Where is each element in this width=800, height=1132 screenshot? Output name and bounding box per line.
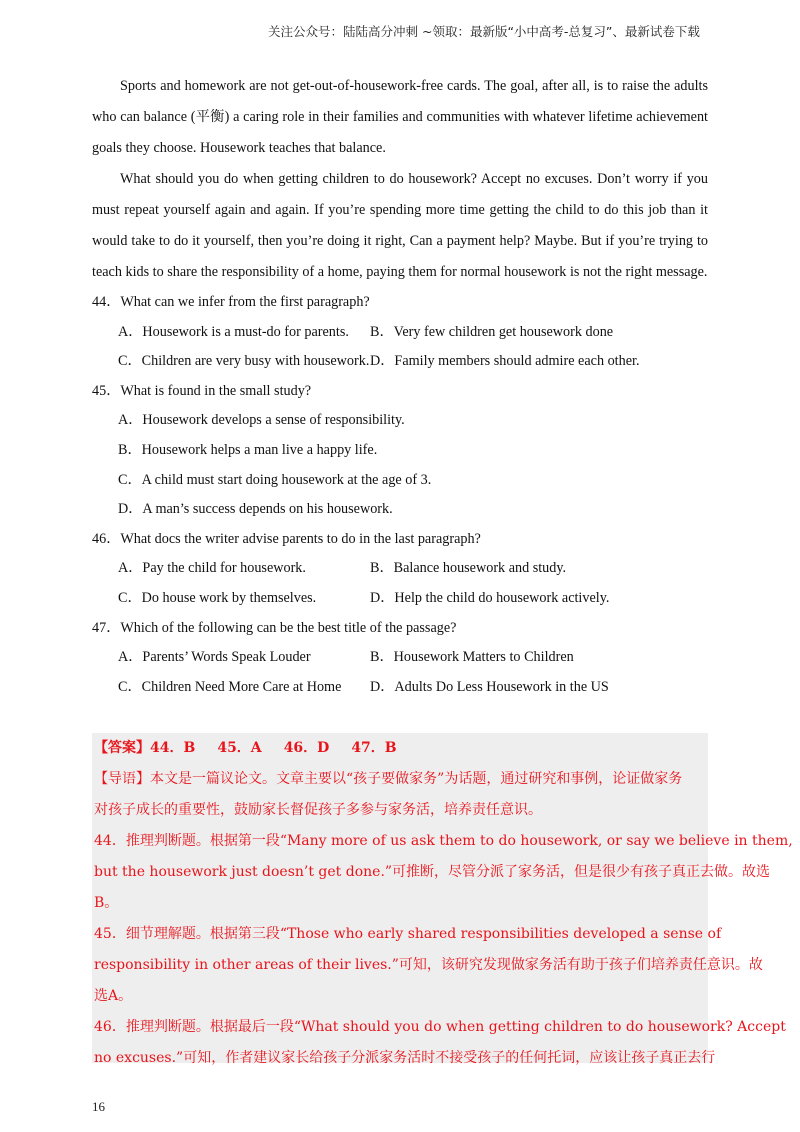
option-c: C．Children are very busy with housework. <box>118 353 370 370</box>
paragraph: Sports and homework are not get-out-of-housework-free cards. The goal, after all, is to raise the adults who can balance (平衡) a caring role in their families and communities with whatever lifetime achievement goals they choose. Housework teaches that balance. <box>92 78 708 156</box>
option-c: C．A child must start doing housework at the age of 3. <box>118 471 432 488</box>
guide-line: 【导语】本文是一篇议论文。文章主要以“孩子要做家务”为话题，通过研究和事例，论证做家务 <box>94 771 683 787</box>
explanation-line: responsibility in other areas of their lives.”可知，该研究发现做家务活有助于孩子们培养责任意识。故 <box>94 957 763 973</box>
option-row <box>92 643 708 673</box>
question-stem: 45．What is found in the small study? <box>92 382 312 399</box>
option-a: A．Parents’ Words Speak Louder <box>118 649 311 666</box>
page-header: 关注公众号：陆陆高分冲刺 ~领取：最新版“小中高考-总复习”、最新试卷下载 <box>268 24 700 39</box>
option-c: C．Do house work by themselves. <box>118 589 317 606</box>
question-stem: 44．What can we infer from the first paragraph? <box>92 294 370 310</box>
explanation-line: no excuses.”可知，作者建议家长给孩子分派家务活时不接受孩子的任何托词，应该让孩子真正去行 <box>94 1050 716 1066</box>
option-row <box>92 347 708 377</box>
guide-line: 对孩子成长的重要性，鼓励家长督促孩子多参与家务活，培养责任意识。 <box>94 802 542 818</box>
option-c: C．Children Need More Care at Home <box>118 678 342 695</box>
passage <box>92 71 708 288</box>
option-a: A．Pay the child for housework. <box>118 560 306 577</box>
explanation-line: 44．推理判断题。根据第一段“Many more of us ask them to do housework, or say we believe in them, <box>94 833 793 849</box>
explanation-line: B。 <box>94 895 119 911</box>
explanation-line: 45．细节理解题。根据第三段“Those who early shared responsibilities developed a sense of <box>94 926 722 942</box>
option-b: B．Balance housework and study. <box>370 560 567 577</box>
answer-explanation-box <box>92 733 793 1066</box>
paragraph: What should you do when getting children to do housework? Accept no excuses. Don’t worry if you must repeat yourself again and again. If you’re spending more time getting the child to do this job than it would take to do it yourself, then you’re doing it right, Can a payment help? Maybe. But if you’re trying to teach kids to share the responsibility of a home, paying them for normal housework is not the right message. <box>92 171 708 280</box>
page-number: 16 <box>92 1099 105 1114</box>
option-a: A．Housework develops a sense of responsibility. <box>118 412 405 429</box>
option-d: D．Family members should admire each other. <box>370 353 640 370</box>
option-row <box>92 554 708 584</box>
option-d: D．Help the child do housework actively. <box>370 589 610 606</box>
questions <box>92 288 708 702</box>
answer-line: 【答案】44．B 45．A 46．D 47．B <box>94 740 397 756</box>
option-row <box>92 673 708 703</box>
question-stem: 46．What docs the writer advise parents to do in the last paragraph? <box>92 530 481 547</box>
answer-47: 47．B <box>351 740 397 756</box>
answer-45: 45．A <box>217 740 262 756</box>
option-row <box>92 318 708 348</box>
option-b: B．Housework helps a man live a happy life. <box>118 441 378 458</box>
option-d: D．A man’s success depends on his housework. <box>118 501 393 518</box>
question-stem: 47．Which of the following can be the best title of the passage? <box>92 619 457 636</box>
option-b: B．Housework Matters to Children <box>370 649 574 666</box>
explanation-line: but the housework just doesn’t get done.”可推断，尽管分派了家务活，但是很少有孩子真正去做。故选 <box>94 864 771 880</box>
option-d: D．Adults Do Less Housework in the US <box>370 678 609 695</box>
option-row <box>92 584 708 614</box>
answer-44: 44．B <box>150 740 196 756</box>
explanation-line: 选A。 <box>94 988 133 1004</box>
answer-46: 46．D <box>283 740 330 756</box>
option-a: A．Housework is a must-do for parents. <box>118 323 349 340</box>
explanation-line: 46．推理判断题。根据最后一段“What should you do when getting children to do housework? Accept <box>94 1019 786 1035</box>
option-b: B．Very few children get housework done <box>370 323 614 340</box>
